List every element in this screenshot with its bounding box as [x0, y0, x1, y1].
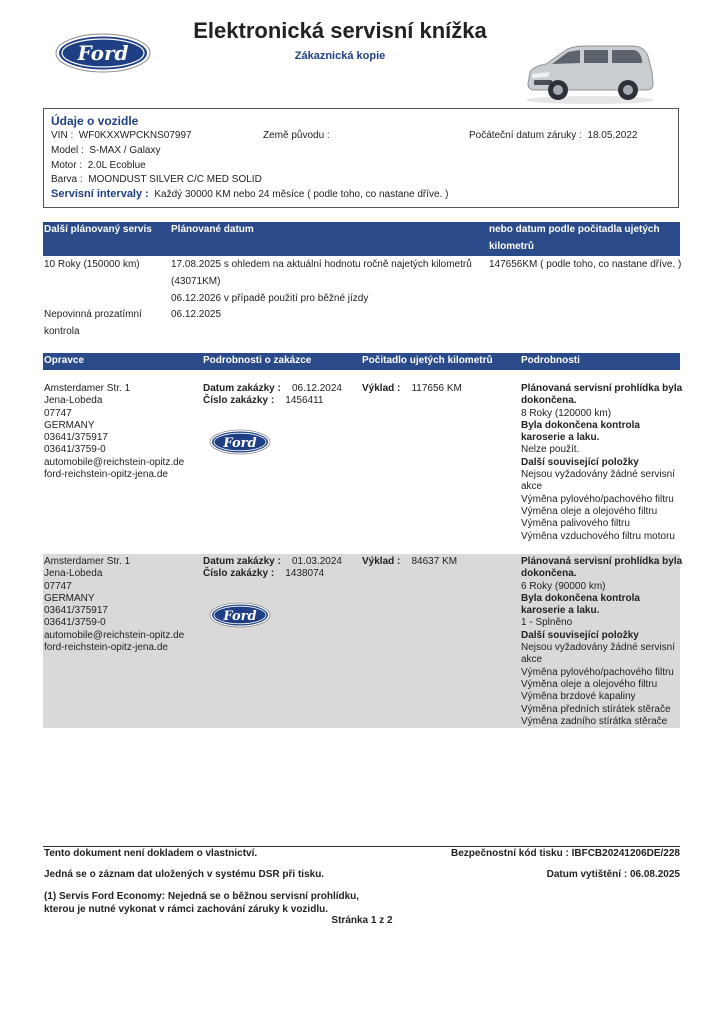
planned-date-1b: (43071KM) [171, 276, 221, 287]
address-line: 07747 [44, 407, 72, 419]
detail-line: Výměna palivového filtru [521, 518, 630, 530]
odometer-row [362, 383, 462, 394]
planned-header-odo: nebo datum podle počitadla ujetých [489, 224, 660, 235]
vin-row [51, 130, 192, 141]
engine-row [51, 160, 146, 171]
model-row [51, 145, 161, 156]
planned-header-bar [43, 222, 680, 256]
detail-line: 6 Roky (90000 km) [521, 580, 606, 592]
detail-line: Byla dokončena kontrola [521, 419, 640, 431]
odometer-label: Výklad : [362, 556, 401, 567]
footer-divider [43, 846, 680, 847]
detail-line: Výměna zadního stírátka stěrače [521, 715, 668, 727]
odometer-value: 84637 KM [411, 556, 458, 567]
planned-header-service: Další plánovaný servis [44, 224, 152, 235]
engine-label: Motor : [51, 160, 83, 171]
detail-line: Výměna oleje a olejového filtru [521, 678, 658, 690]
dealer-address [44, 556, 184, 654]
svg-text:Ford: Ford [223, 609, 257, 624]
repairs-header-dealer: Opravce [44, 355, 85, 366]
dealer-email: automobile@reichstein-opitz.de [44, 629, 185, 641]
order-date-row [203, 383, 342, 394]
detail-line: 1 - Splněno [521, 617, 573, 629]
repairs-header-odometer: Počitadlo ujetých kilometrů [362, 355, 493, 366]
detail-line: Plánovaná servisní prohlídka byla [521, 556, 683, 567]
odometer-row [362, 556, 457, 567]
address-line: 03641/375917 [44, 432, 108, 444]
detail-line: Plánovaná servisní prohlídka byla [521, 383, 683, 394]
origin-label: Země původu : [263, 130, 330, 141]
repair-entry [43, 381, 683, 545]
color-label: Barva : [51, 174, 83, 185]
detail-line: akce [521, 654, 543, 666]
repairs-header-details: Podrobnosti [521, 355, 580, 366]
detail-line: Výměna pylového/pachového filtru [521, 666, 674, 678]
order-date-row [203, 556, 342, 567]
model-label: Model : [51, 145, 84, 156]
order-date-label: Datum zakázky : [203, 383, 281, 394]
dealer-website: ford-reichstein-opitz-jena.de [44, 642, 168, 654]
address-line: 03641/3759-0 [44, 444, 106, 456]
planned-odo-1: 147656KM ( podle toho, co nastane dříve. ) [489, 259, 682, 270]
odometer-label: Výklad : [362, 383, 401, 394]
address-line: 03641/3759-0 [44, 617, 106, 629]
service-details [521, 383, 682, 543]
color-row [51, 174, 262, 185]
intervals-label: Servisní intervaly : [51, 188, 149, 200]
order-date: 06.12.2024 [291, 383, 342, 394]
detail-line: karoserie a laku. [521, 605, 600, 617]
engine-value: 2.0L Ecoblue [87, 160, 146, 171]
detail-line: Výměna předních stírátek stěrače [521, 703, 671, 715]
color-value: MOONDUST SILVER C/C MED SOLID [88, 174, 262, 185]
detail-line: Výměna oleje a olejového filtru [521, 505, 658, 517]
vin-value: WF0KXXWPCKNS07997 [78, 130, 192, 141]
dsr-record-note: Jedná se o záznam dat uložených v systému DSR při tisku. [44, 869, 325, 880]
car-image [520, 36, 660, 109]
detail-line: Nejsou vyžadovány žádné servisní [521, 469, 675, 481]
address-line: GERMANY [44, 419, 95, 431]
vehicle-info-box [43, 108, 679, 208]
warranty-row [469, 130, 637, 141]
order-number: 1456411 [285, 395, 324, 406]
security-code: Bezpečnostní kód tisku : IBFCB20241206DE/228 [451, 848, 680, 859]
dealer-address [44, 383, 184, 481]
detail-line: Výměna brzdové kapaliny [521, 691, 636, 703]
detail-line: dokončena. [521, 395, 577, 407]
ford-logo [55, 33, 151, 76]
warranty-date: 18.05.2022 [587, 130, 638, 141]
order-number-row [203, 395, 323, 406]
detail-line: Výměna pylového/pachového filtru [521, 493, 674, 505]
order-date: 01.03.2024 [291, 556, 342, 567]
detail-line: dokončena. [521, 568, 577, 580]
address-line: Amsterdamer Str. 1 [44, 383, 131, 394]
detail-line: karoserie a laku. [521, 432, 600, 444]
print-date: Datum vytištění : 06.08.2025 [546, 869, 680, 880]
svg-text:Ford: Ford [77, 41, 129, 65]
intervals-row [51, 188, 448, 200]
intervals-value: Každý 30000 KM nebo 24 měsíce ( podle toho, co nastane dříve. ) [154, 189, 449, 200]
order-number: 1438074 [285, 568, 325, 579]
order-number-label: Číslo zakázky : [203, 395, 275, 406]
economy-note-2: kterou je nutné vykonat v rámci zachování záruky k vozidlu. [44, 904, 328, 915]
detail-line: Další související položky [521, 629, 639, 641]
planned-date-1c: 06.12.2026 v případě použití pro běžné jízdy [171, 293, 369, 304]
vehicle-heading: Údaje o vozidle [51, 114, 139, 128]
ford-logo-small [209, 602, 271, 631]
planned-service-2b: kontrola [44, 326, 80, 337]
page-number: Stránka 1 z 2 [331, 915, 393, 926]
detail-line: Výměna vzduchového filtru motoru [521, 530, 675, 542]
model-value: S-MAX / Galaxy [89, 145, 161, 156]
planned-header-odo-2: kilometrů [489, 241, 535, 252]
svg-text:Ford: Ford [223, 436, 257, 451]
repairs-header-bar [43, 353, 680, 370]
odometer-value: 117656 KM [411, 383, 462, 394]
address-line: Amsterdamer Str. 1 [44, 556, 131, 567]
order-number-row [203, 568, 324, 579]
ownership-note: Tento dokument není dokladem o vlastnictví. [44, 848, 258, 859]
document-title: Elektronická servisní knížka [193, 18, 487, 43]
dealer-website: ford-reichstein-opitz-jena.de [44, 469, 168, 481]
planned-header-date: Plánované datum [171, 224, 254, 235]
repairs-header-order: Podrobnosti o zakázce [203, 355, 312, 366]
economy-note-1: (1) Servis Ford Economy: Nejedná se o běžnou servisní prohlídku, [44, 891, 360, 902]
document-subtitle: Zákaznická kopie [294, 50, 386, 62]
vin-label: VIN : [51, 130, 74, 141]
address-line: 03641/375917 [44, 605, 108, 617]
detail-line: Nejsou vyžadovány žádné servisní [521, 642, 675, 654]
address-line: Jena-Lobeda [44, 568, 103, 580]
detail-line: 8 Roky (120000 km) [521, 407, 612, 419]
planned-service-2: Nepovinná prozatímní [44, 309, 142, 320]
order-date-label: Datum zakázky : [203, 556, 281, 567]
detail-line: Byla dokončena kontrola [521, 592, 640, 604]
repair-entry [43, 554, 683, 728]
detail-line: Další související položky [521, 456, 639, 468]
service-details [521, 556, 682, 728]
address-line: Jena-Lobeda [44, 395, 103, 407]
warranty-label: Počáteční datum záruky : [469, 130, 582, 141]
planned-date-2: 06.12.2025 [171, 309, 222, 320]
detail-line: akce [521, 481, 543, 493]
address-line: 07747 [44, 580, 72, 592]
ford-logo-small [209, 429, 271, 458]
planned-service-1: 10 Roky (150000 km) [44, 259, 140, 270]
address-line: GERMANY [44, 592, 95, 604]
detail-line: Nelze použít. [521, 444, 580, 456]
planned-date-1: 17.08.2025 s ohledem na aktuální hodnotu ročně najetých kilometrů [171, 259, 472, 270]
dealer-email: automobile@reichstein-opitz.de [44, 456, 185, 468]
order-number-label: Číslo zakázky : [203, 568, 275, 579]
